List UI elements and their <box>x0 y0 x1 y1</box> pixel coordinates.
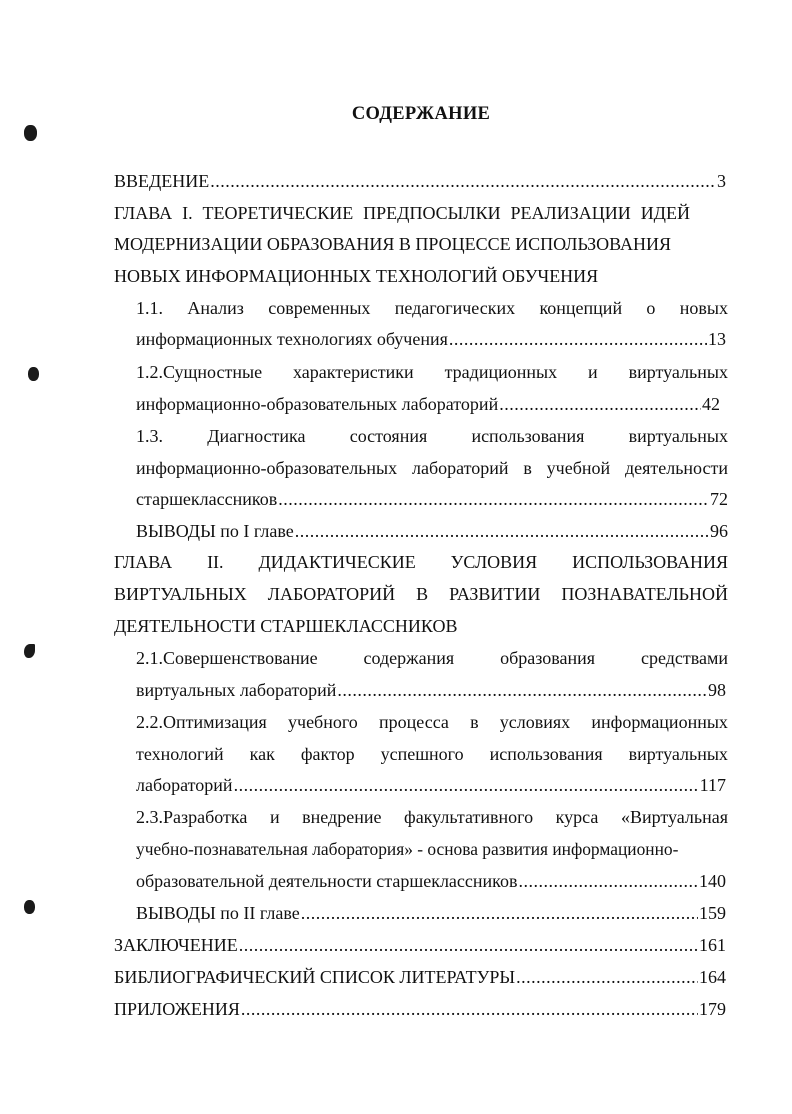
section-2-2-line-1[interactable]: 2.2.Оптимизация учебного процесса в условиях информационных <box>136 712 728 732</box>
section-2-1-line-2[interactable]: виртуальных лабораторий ..... 98 <box>136 678 726 702</box>
entry-title: ВВЕДЕНИЕ <box>114 171 210 191</box>
dot-leader <box>499 392 701 416</box>
toc-entry-bibliography[interactable]: БИБЛИОГРАФИЧЕСКИЙ СПИСОК ЛИТЕРАТУРЫ ..... 164 <box>114 965 726 989</box>
entry-page: 140 <box>699 871 726 891</box>
section-2-2-line-3[interactable]: лабораторий ..... 117 <box>136 773 726 797</box>
section-1-3-line-3[interactable]: старшеклассников ..... 72 <box>136 487 728 511</box>
dot-leader <box>449 327 707 351</box>
chapter-1-line-3[interactable]: НОВЫХ ИНФОРМАЦИОННЫХ ТЕХНОЛОГИЙ ОБУЧЕНИЯ <box>114 266 599 286</box>
entry-page: 164 <box>699 967 726 987</box>
chapter-1-line-2[interactable]: МОДЕРНИЗАЦИИ ОБРАЗОВАНИЯ В ПРОЦЕССЕ ИСПОЛЬЗОВАНИЯ <box>114 234 671 254</box>
dot-leader <box>234 773 699 797</box>
entry-page: 117 <box>699 775 726 795</box>
dot-leader <box>239 933 698 957</box>
dot-leader <box>295 519 709 543</box>
entry-page: 42 <box>702 394 720 414</box>
section-2-3-line-3[interactable]: образовательной деятельности старшеклассников ..... 140 <box>136 869 726 893</box>
scan-speck <box>24 900 35 914</box>
section-1-3-line-2[interactable]: информационно-образовательных лабораторий в учебной деятельности <box>136 458 728 478</box>
chapter-2-line-3[interactable]: ДЕЯТЕЛЬНОСТИ СТАРШЕКЛАССНИКОВ <box>114 616 458 636</box>
section-1-2-line-2[interactable]: информационно-образовательных лабораторий ..... 42 <box>136 392 720 416</box>
section-1-2-line-1[interactable]: 1.2.Сущностные характеристики традиционных и виртуальных <box>136 362 728 382</box>
toc-entry-conclusion[interactable]: ЗАКЛЮЧЕНИЕ ..... 161 <box>114 933 726 957</box>
entry-page: 3 <box>717 171 726 191</box>
entry-page: 13 <box>708 329 726 349</box>
toc-entry-conclusions-2[interactable]: ВЫВОДЫ по II главе ..... 159 <box>136 901 726 925</box>
toc-entry-appendix[interactable]: ПРИЛОЖЕНИЯ ..... 179 <box>114 997 726 1021</box>
chapter-2-line-1[interactable]: ГЛАВА II. ДИДАКТИЧЕСКИЕ УСЛОВИЯ ИСПОЛЬЗОВАНИЯ <box>114 552 728 572</box>
scan-speck <box>24 125 37 141</box>
dot-leader <box>516 965 698 989</box>
entry-page: 96 <box>710 521 728 541</box>
chapter-1-line-1[interactable]: ГЛАВА I. ТЕОРЕТИЧЕСКИЕ ПРЕДПОСЫЛКИ РЕАЛИЗАЦИИ ИДЕЙ <box>114 203 690 223</box>
dot-leader <box>519 869 699 893</box>
chapter-2-line-2[interactable]: ВИРТУАЛЬНЫХ ЛАБОРАТОРИЙ В РАЗВИТИИ ПОЗНАВАТЕЛЬНОЙ <box>114 584 728 604</box>
scan-speck <box>28 367 39 381</box>
dot-leader <box>301 901 698 925</box>
scan-speck <box>24 644 35 658</box>
section-2-3-line-2[interactable]: учебно-познавательная лаборатория» - основа развития информационно- <box>136 839 679 859</box>
section-2-1-line-1[interactable]: 2.1.Совершенствование содержания образования средствами <box>136 648 728 668</box>
dot-leader <box>337 678 707 702</box>
entry-page: 72 <box>710 489 728 509</box>
dot-leader <box>210 169 716 193</box>
entry-page: 179 <box>699 999 726 1019</box>
section-2-3-line-1[interactable]: 2.3.Разработка и внедрение факультативного курса «Виртуальная <box>136 807 728 827</box>
toc-entry-intro[interactable] <box>114 169 726 193</box>
dot-leader <box>278 487 709 511</box>
section-1-1-line-2[interactable]: информационных технологиях обучения ..... 13 <box>136 327 726 351</box>
page-title: СОДЕРЖАНИЕ <box>351 104 491 124</box>
entry-page: 161 <box>699 935 726 955</box>
entry-page: 159 <box>699 903 726 923</box>
section-1-1-line-1[interactable]: 1.1. Анализ современных педагогических концепций о новых <box>136 298 728 318</box>
section-1-3-line-1[interactable]: 1.3. Диагностика состояния использования виртуальных <box>136 426 728 446</box>
section-2-2-line-2[interactable]: технологий как фактор успешного использования виртуальных <box>136 744 728 764</box>
toc-entry-conclusions-1[interactable]: ВЫВОДЫ по I главе ..... 96 <box>136 519 728 543</box>
dot-leader <box>241 997 698 1021</box>
entry-page: 98 <box>708 680 726 700</box>
